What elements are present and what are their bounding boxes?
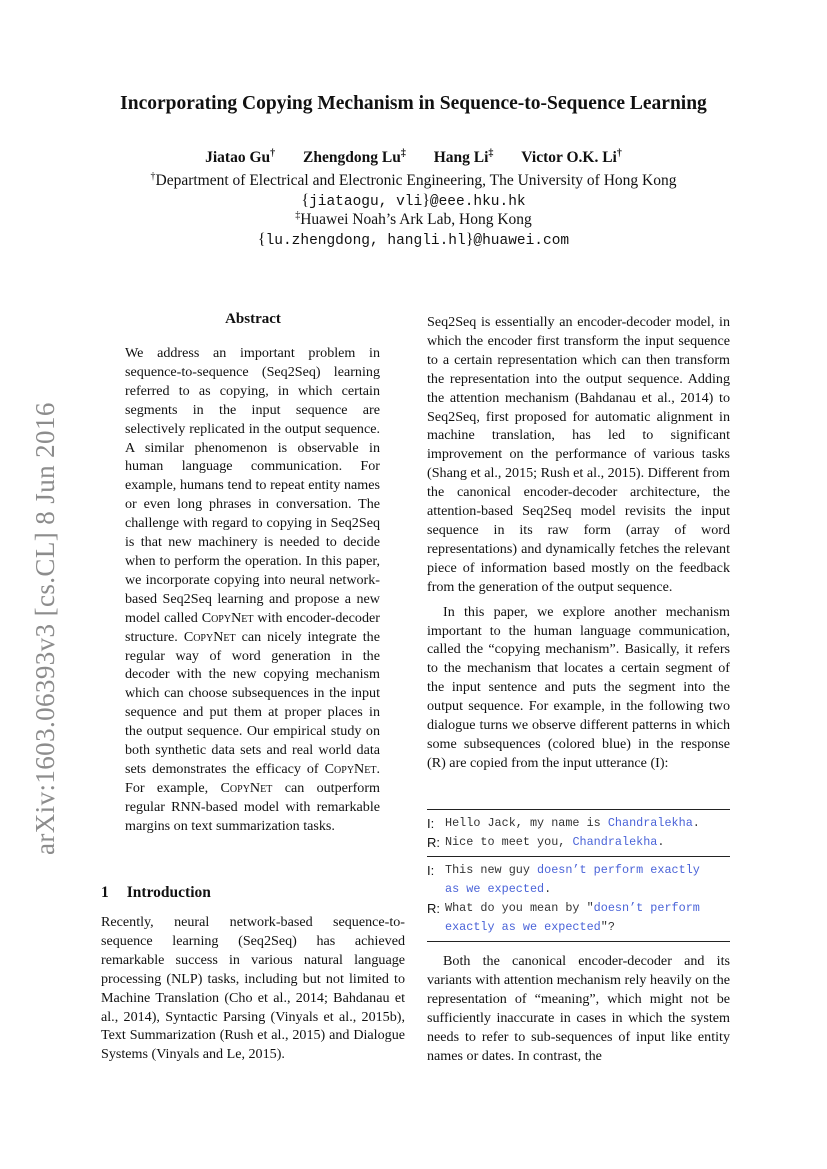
response-line: R: Nice to meet you, Chandralekha. [427,835,665,850]
affiliation-hku: †Department of Electrical and Electronic Engineering, The University of Hong Kong [150,170,677,189]
section-heading-introduction: 1 Introduction [101,884,211,901]
utterance-line: I: This new guy doesn’t perform exactly as we expected. [427,863,700,896]
response-line: R: What do you mean by "doesn’t perform exactly as we expected"? [427,901,700,934]
right-column-text [427,313,730,773]
dialogue-examples [427,809,730,942]
dialogue-example-1 [427,810,730,856]
arxiv-stamp: arXiv:1603.06393v3 [cs.CL] 8 Jun 2016 [30,402,60,855]
author-li-hang: Hang Li‡ [433,147,494,166]
author-list [60,149,767,167]
email-huawei: {lu.zhengdong, hangli.hl}@huawei.com [257,231,570,249]
paper-title: Incorporating Copying Mechanism in Sequence-to-Sequence Learning [120,93,707,114]
abstract-body [125,344,380,836]
dialogue-example-2 [427,857,730,941]
right-paragraph-2: In this paper, we explore another mechanism important to the human language communication, called the “copying mechanism”. Basically, it refers to the mechanism that locates a certain segment of the input sentence and puts the segment into the output sequence. For example, in the following two dialogue turns we observe different patterns in which some subsequences (colored blue) in the response (R) are copied from the input utterance (I): [427,603,730,771]
abstract-text: We address an important problem in sequence-to-sequence (Seq2Seq) learning referred to as copying, in which certain segments in the input sequence are selectively replicated in the output sequence. A similar phenomenon is observable in human language communication. For example, humans tend to repeat entity names or even long phrases in conversation. The challenge with regard to copying in Seq2Seq is that new machinery is needed to decide when to perform the operation. In this paper, we incorporate copying into neural network-based Seq2Seq learning and propose a new model called CopyNet with encoder-decoder structure. CopyNet can nicely integrate the regular way of word generation in the decoder with the new copying mechanism which can choose subsequences in the input sequence and put them at proper places in the output sequence. Our empirical study on both synthetic data sets and real world data sets demonstrates the efficacy of CopyNet. For example, CopyNet can outperform regular RNN-based model with remarkable margins on text summarization tasks. [125,345,380,834]
author-lu: Zhengdong Lu‡ [303,147,406,166]
affiliation-huawei: ‡Huawei Noah’s Ark Lab, Hong Kong [295,209,532,228]
bottom-rule [427,941,730,942]
abstract-heading: Abstract [225,311,281,327]
right-paragraph-1: Seq2Seq is essentially an encoder-decoder model, in which the encoder first transform the input sequence to a certain representation which can then transform the representation into the output sequence. Adding the attention mechanism (Bahdanau et al., 2014) to Seq2Seq, first proposed for automatic alignment in machine translation, has led to significant improvement on the performance of various tasks (Shang et al., 2015; Rush et al., 2015). Different from the canonical encoder-decoder architecture, the attention-based Seq2Seq model revisits the input sequence in its raw form (array of word representations) and dynamically fetches the relevant piece of information based mostly on the feedback from the generation of the output sequence. [427,314,730,595]
author-gu: Jiatao Gu† [205,147,276,166]
utterance-line: I: Hello Jack, my name is Chandralekha. [427,816,700,831]
author-li-victor: Victor O.K. Li† [521,147,622,166]
right-paragraph-3: Both the canonical encoder-decoder and its variants with attention mechanism rely heavily on the representation of “meaning”, which might not be sufficiently inaccurate in cases in which the system needs to refer to sub-sequences of input like entity names or dates. In contrast, the [427,953,730,1064]
intro-paragraph: Recently, neural network-based sequence-to-sequence learning (Seq2Seq) has achieved remarkable success in various natural language processing (NLP) tasks, including but not limited to Machine Translation (Cho et al., 2014; Bahdanau et al., 2014), Syntactic Parsing (Vinyals et al., 2015b), Text Summarization (Rush et al., 2015) and Dialogue Systems (Vinyals and Le, 2015). [101,914,405,1063]
email-hku: {jiataogu, vli}@eee.hku.hk [301,192,526,210]
